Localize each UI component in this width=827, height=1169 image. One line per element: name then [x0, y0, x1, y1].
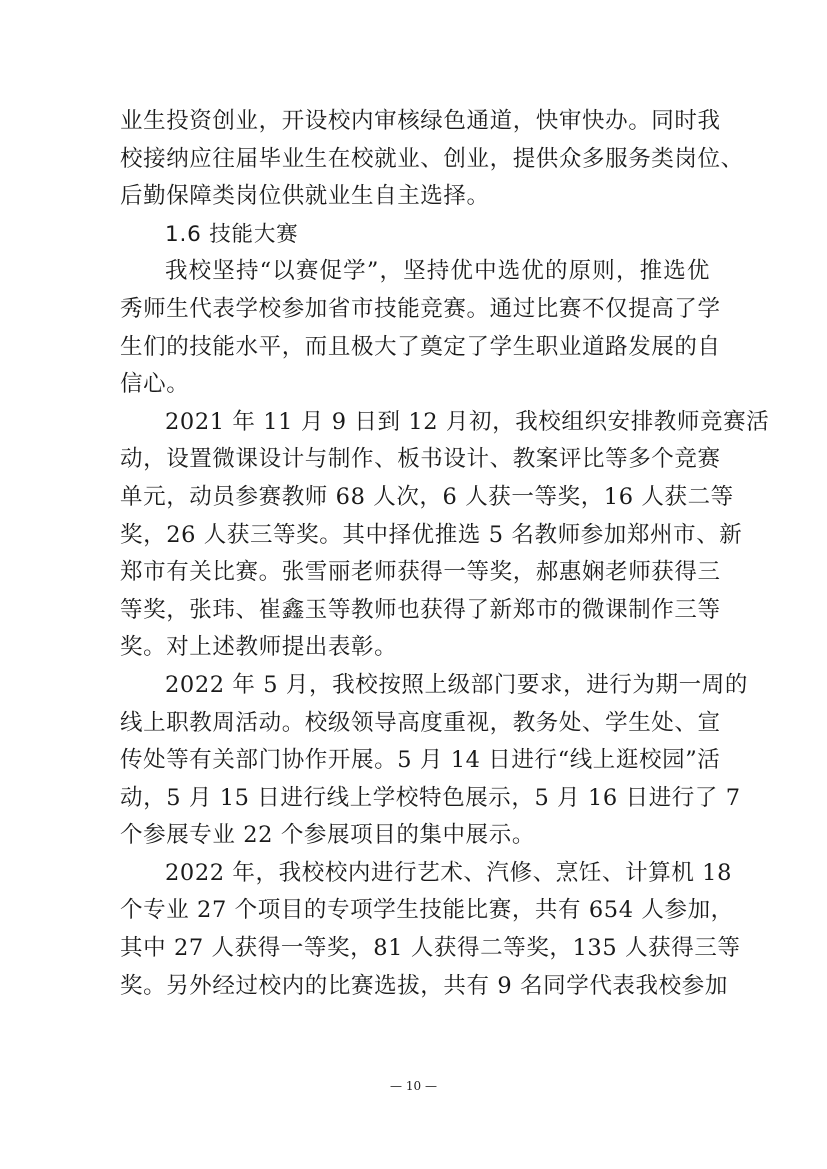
body-text — [120, 103, 770, 1005]
text-line: 传处等有关部门协作开展。5 月 14 日进行“线上逛校园”活 — [120, 747, 721, 774]
text-line: 个专业 27 个项目的专项学生技能比赛，共有 654 人参加， — [120, 897, 734, 924]
section-heading: 1.6 技能大赛 — [165, 221, 299, 247]
text-line: 奖。对上述教师提出表彰。 — [120, 634, 398, 661]
text-line: 奖。另外经过校内的比赛选拔，共有 9 名同学代表我校参加 — [120, 972, 728, 999]
text-line: 2021 年 11 月 9 日到 12 月初，我校组织安排教师竞赛活 — [165, 408, 770, 435]
text-line: 其中 27 人获得一等奖，81 人获得二等奖，135 人获得三等 — [120, 935, 741, 962]
text-line: 业生投资创业，开设校内审核绿色通道，快审快办。同时我 — [120, 108, 721, 134]
text-line: 信心。 — [120, 371, 190, 398]
text-line: 等奖，张玮、崔鑫玉等教师也获得了新郑市的微课制作三等 — [120, 596, 721, 623]
text-line: 校接纳应往届毕业生在校就业、创业，提供众多服务类岗位、 — [120, 145, 744, 172]
text-line: 生们的技能水平，而且极大了奠定了学生职业道路发展的自 — [120, 333, 721, 360]
text-line: 奖，26 人获三等奖。其中择优推选 5 名教师参加郑州市、新 — [120, 521, 743, 548]
text-line: 2022 年 5 月，我校按照上级部门要求，进行为期一周的 — [165, 671, 748, 698]
text-line: 个参展专业 22 个参展项目的集中展示。 — [120, 822, 535, 849]
text-line: 线上职教周活动。校级领导高度重视，教务处、学生处、宣 — [120, 709, 721, 736]
text-line: 2022 年，我校校内进行艺术、汽修、烹饪、计算机 18 — [165, 859, 732, 886]
page-number: — 10 — — [390, 1079, 437, 1093]
text-line: 后勤保障类岗位供就业生自主选择。 — [120, 183, 490, 210]
text-line: 动，5 月 15 日进行线上学校特色展示，5 月 16 日进行了 7 — [120, 784, 741, 811]
text-line: 单元，动员参赛教师 68 人次，6 人获一等奖，16 人获二等 — [120, 483, 734, 510]
text-line: 郑市有关比赛。张雪丽老师获得一等奖，郝惠娴老师获得三 — [120, 559, 721, 586]
text-line: 动，设置微课设计与制作、板书设计、教案评比等多个竞赛 — [120, 446, 721, 473]
text-line: 我校坚持“以赛促学”，坚持优中选优的原则，推选优 — [165, 258, 710, 285]
text-line: 秀师生代表学校参加省市技能竞赛。通过比赛不仅提高了学 — [120, 295, 721, 322]
